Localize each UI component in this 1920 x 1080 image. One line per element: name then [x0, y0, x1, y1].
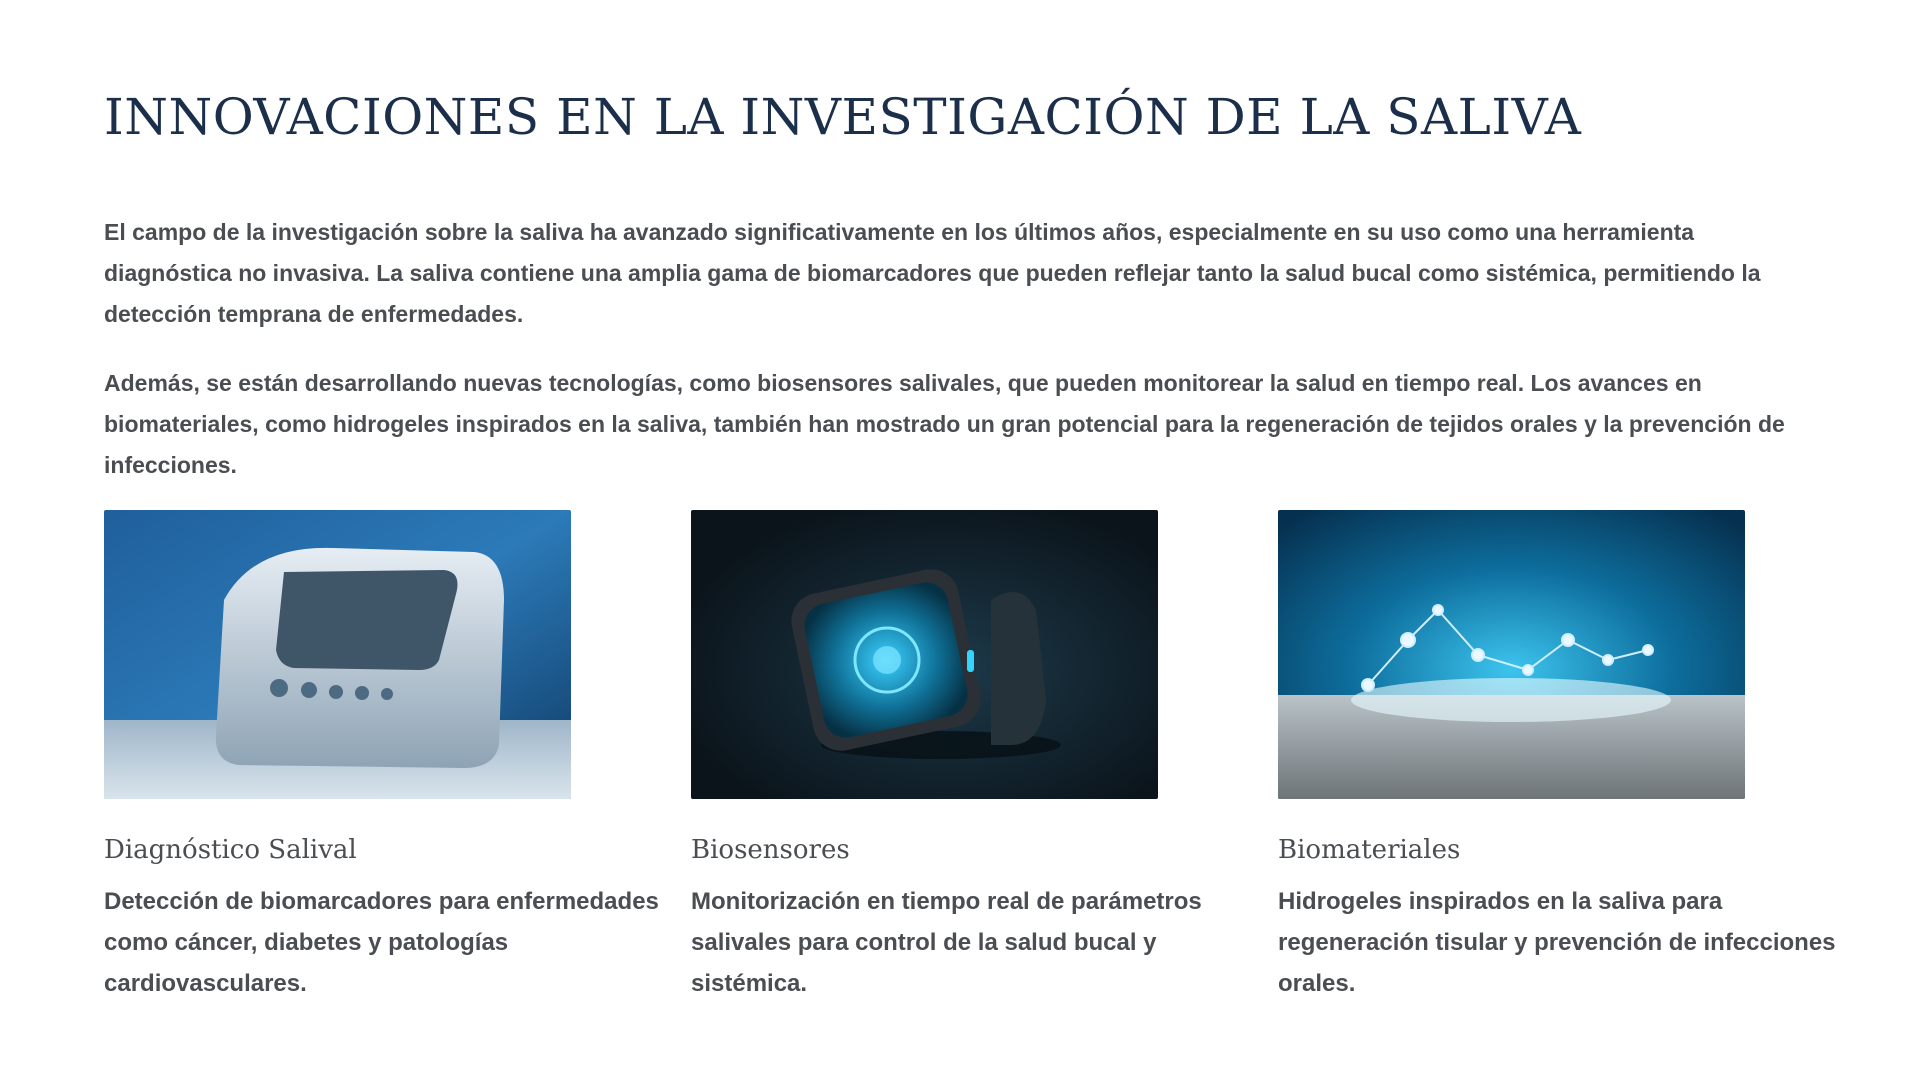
page-title: INNOVACIONES EN LA INVESTIGACIÓN DE LA SALIVA [104, 88, 1582, 146]
card-description: Monitorización en tiempo real de parámetros salivales para control de la salud bucal y sistémica. [691, 888, 1202, 997]
card-description: Hidrogeles inspirados en la saliva para regeneración tisular y prevención de infecciones orales. [1278, 888, 1836, 997]
intro-paragraph-1: El campo de la investigación sobre la saliva ha avanzado significativamente en los últimos años, especialmente en su uso como una herramienta diagnóstica no invasiva. La saliva contiene una amplia gama de biomarcadores que pueden reflejar tanto la salud bucal como sistémica, permitiendo la detección temprana de enfermedades. [104, 219, 1761, 327]
feature-cards [104, 510, 1844, 1030]
smartwatch-biosensor-image [691, 510, 1158, 799]
intro-text [104, 212, 1824, 514]
molecular-network-image [1278, 510, 1745, 799]
card-title: Biosensores [691, 835, 850, 865]
diagnostic-device-image [104, 510, 571, 799]
card-description: Detección de biomarcadores para enfermedades como cáncer, diabetes y patologías cardiovasculares. [104, 888, 659, 997]
card-title: Biomateriales [1278, 835, 1461, 865]
card-title: Diagnóstico Salival [104, 835, 357, 865]
intro-paragraph-2: Además, se están desarrollando nuevas tecnologías, como biosensores salivales, que pueden monitorear la salud en tiempo real. Los avances en biomateriales, como hidrogeles inspirados en la saliva, también han mostrado un gran potencial para la regeneración de tejidos orales y la prevención de infecciones. [104, 370, 1785, 478]
card-biosensores [691, 510, 1251, 1004]
card-diagnostico-salival [104, 510, 664, 1004]
card-biomateriales [1278, 510, 1838, 1004]
